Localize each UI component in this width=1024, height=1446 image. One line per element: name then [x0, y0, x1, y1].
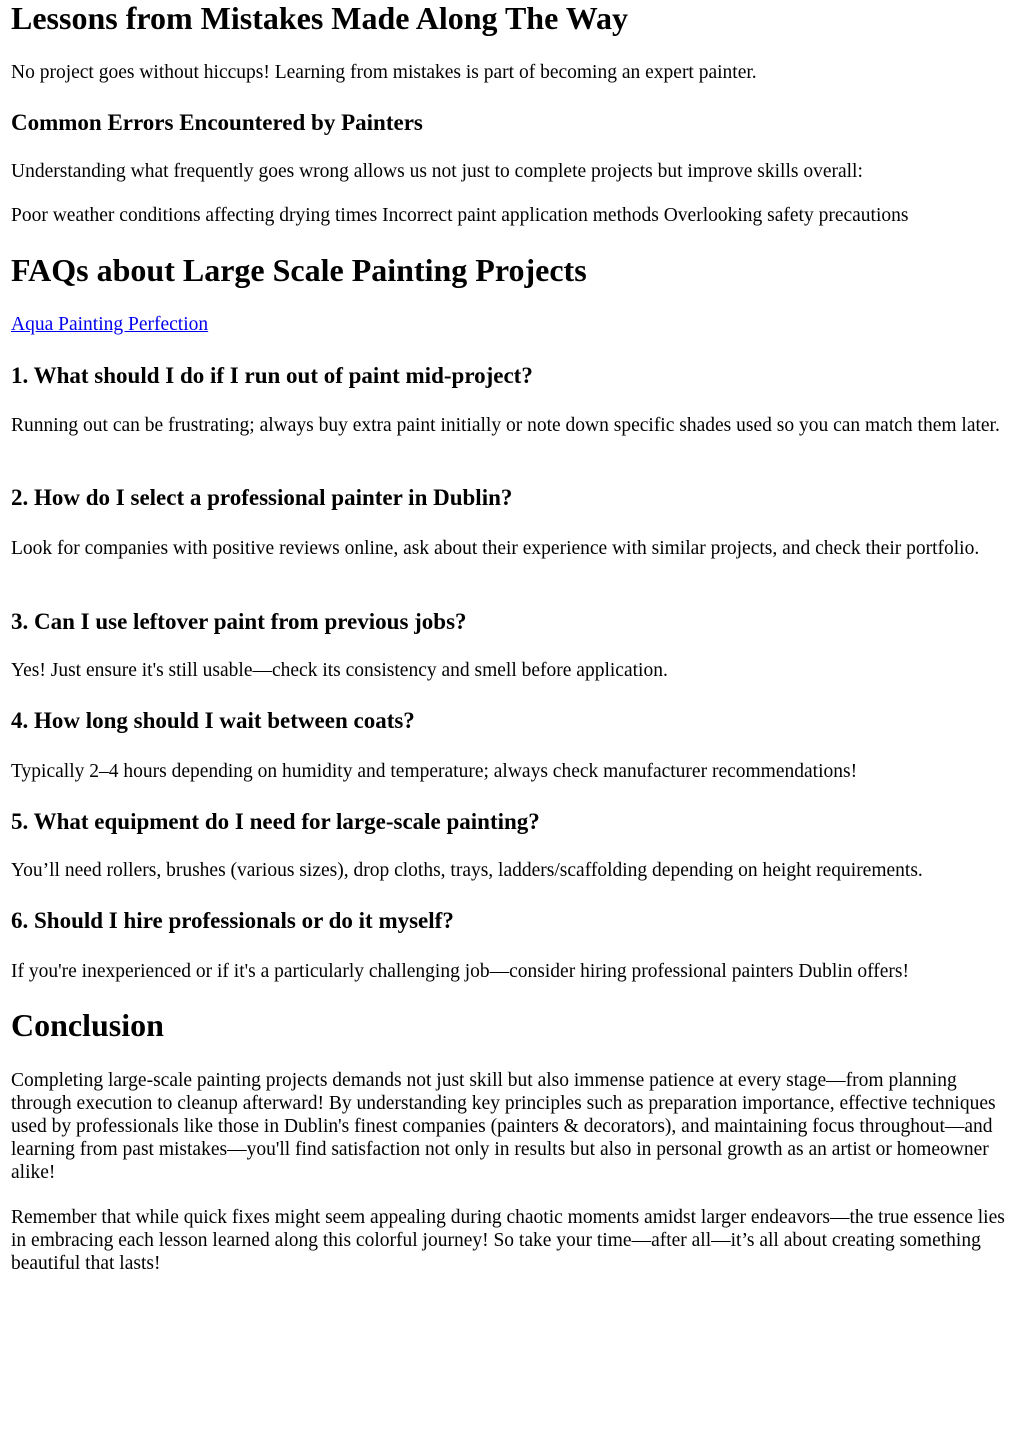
faq-answer-5: You’ll need rollers, brushes (various sizes), drop cloths, trays, ladders/scaffolding depending on height requirements.: [11, 860, 923, 881]
common-errors-intro: Understanding what frequently goes wrong allows us not just to complete projects but improve skills overall:: [11, 161, 863, 182]
faq-answer-2: Look for companies with positive reviews online, ask about their experience with similar projects, and check their portfolio.: [11, 538, 980, 559]
aqua-painting-link[interactable]: Aqua Painting Perfection: [11, 314, 209, 335]
faq-answer-3: Yes! Just ensure it's still usable—check its consistency and smell before application.: [11, 660, 668, 681]
faq-question-3: 3. Can I use leftover paint from previous jobs?: [11, 609, 467, 634]
faq-answer-1: Running out can be frustrating; always buy extra paint initially or note down specific shades used so you can match them later.: [11, 415, 1000, 436]
faq-question-4: 4. How long should I wait between coats?: [11, 708, 415, 733]
faq-question-2: 2. How do I select a professional painter in Dublin?: [11, 485, 513, 510]
section-heading-lessons: Lessons from Mistakes Made Along The Way: [11, 0, 628, 36]
faq-question-5: 5. What equipment do I need for large-scale painting?: [11, 809, 540, 834]
subheading-common-errors: Common Errors Encountered by Painters: [11, 110, 423, 135]
conclusion-paragraph-2: Remember that while quick fixes might seem appealing during chaotic moments amidst larger endeavors—the true essence lies in embracing each lesson learned along this colorful journey! So take your time—after all—it’s all about creating something beautiful that lasts!: [11, 1207, 1005, 1274]
section-heading-conclusion: Conclusion: [11, 1007, 164, 1043]
conclusion-paragraph-1: Completing large-scale painting projects demands not just skill but also immense patience at every stage—from planning through execution to cleanup afterward! By understanding key principles such as preparation importance, effective techniques used by professionals like those in Dublin's finest companies (painters & decorators), and maintaining focus throughout—and learning from past mistakes—you'll find satisfaction not only in results but also in personal growth as an artist or homeowner alike!: [11, 1070, 996, 1183]
lessons-intro: No project goes without hiccups! Learning from mistakes is part of becoming an expert painter.: [11, 62, 757, 83]
faq-answer-4: Typically 2–4 hours depending on humidity and temperature; always check manufacturer recommendations!: [11, 761, 858, 782]
faq-question-1: 1. What should I do if I run out of paint mid-project?: [11, 363, 533, 388]
faq-question-6: 6. Should I hire professionals or do it myself?: [11, 908, 454, 933]
faq-answer-6: If you're inexperienced or if it's a particularly challenging job—consider hiring professional painters Dublin offers!: [11, 961, 909, 982]
common-errors-list: Poor weather conditions affecting drying times Incorrect paint application methods Overlooking safety precautions: [11, 205, 909, 226]
section-heading-faqs: FAQs about Large Scale Painting Projects: [11, 252, 587, 288]
